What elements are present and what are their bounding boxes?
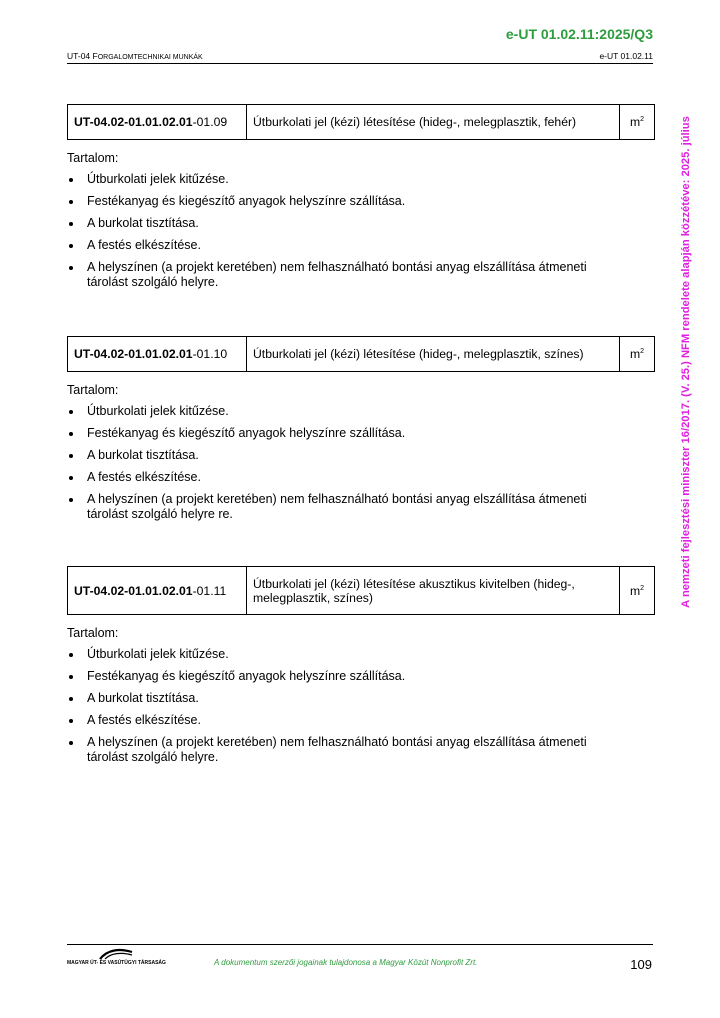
header-doc-ref: e-UT 01.02.11 [599, 51, 653, 61]
item-description: Útburkolati jel (kézi) létesítése (hideg-, melegplasztik, színes) [247, 337, 620, 372]
item-header-table [67, 566, 655, 615]
list-item: A festés elkészítése. [67, 470, 627, 485]
item-block-0110 [67, 336, 655, 529]
item-description: Útburkolati jel (kézi) létesítése akusztikus kivitelben (hideg-, melegplasztik, színes) [247, 567, 620, 615]
list-item: A festés elkészítése. [67, 713, 627, 728]
item-block-0109 [67, 104, 655, 297]
item-code: UT-04.02-01.01.02.01-01.11 [68, 567, 247, 615]
list-item: A burkolat tisztítása. [67, 216, 627, 231]
list-item: A burkolat tisztítása. [67, 448, 627, 463]
item-unit: $m^2$ [620, 337, 655, 372]
item-description: Útburkolati jel (kézi) létesítése (hideg-, melegplasztik, fehér) [247, 105, 620, 140]
list-item: A helyszínen (a projekt keretében) nem felhasználható bontási anyag elszállítása átmeneti tárolást szolgáló helyre. [67, 260, 627, 290]
list-item: A festés elkészítése. [67, 238, 627, 253]
item-unit: $m^2$ [620, 567, 655, 615]
content-label: Tartalom: [67, 626, 119, 640]
list-item: A burkolat tisztítása. [67, 691, 627, 706]
content-list [67, 172, 655, 290]
list-item: Festékanyag és kiegészítő anyagok helyszínre szállítása. [67, 194, 627, 209]
list-item: A helyszínen (a projekt keretében) nem felhasználható bontási anyag elszállítása átmeneti tárolást szolgáló helyre. [67, 735, 627, 765]
item-code: UT-04.02-01.01.02.01-01.10 [68, 337, 247, 372]
list-item: Festékanyag és kiegészítő anyagok helyszínre szállítása. [67, 426, 627, 441]
list-item: Útburkolati jelek kitűzése. [67, 647, 627, 662]
content-label: Tartalom: [67, 151, 119, 165]
list-item: Festékanyag és kiegészítő anyagok helyszínre szállítása. [67, 669, 627, 684]
item-header-table [67, 104, 655, 140]
content-label: Tartalom: [67, 383, 119, 397]
running-header [67, 51, 653, 64]
list-item: Útburkolati jelek kitűzése. [67, 404, 627, 419]
content-list [67, 647, 655, 765]
item-header-table [67, 336, 655, 372]
item-code: UT-04.02-01.01.02.01-01.09 [68, 105, 247, 140]
society-logo: MAGYAR ÚT- ÉS VASÚTÜGYI TÁRSASÁG [67, 948, 167, 970]
document-code: e-UT 01.02.11:2025/Q3 [505, 26, 653, 42]
item-block-0111 [67, 566, 655, 772]
item-unit: $m^2$ [620, 105, 655, 140]
list-item: A helyszínen (a projekt keretében) nem felhasználható bontási anyag elszállítása átmeneti tárolást szolgáló helyre re. [67, 492, 627, 522]
list-item: Útburkolati jelek kitűzése. [67, 172, 627, 187]
content-list [67, 404, 655, 522]
road-wave-icon [99, 948, 133, 960]
publication-side-note: A nemzeti fejlesztési miniszter 16/2017. (V. 25.) NFM rendelete alapján közzétéve: 2025. július [680, 115, 692, 608]
footer-divider [67, 944, 653, 945]
header-section-title: UT-04 FORGALOMTECHNIKAI MUNKÁK [67, 51, 203, 61]
footer-copyright: A dokumentum szerzői jogainak tulajdonosa a Magyar Közút Nonprofit Zrt. [214, 958, 478, 967]
page-number: 109 [630, 957, 652, 972]
